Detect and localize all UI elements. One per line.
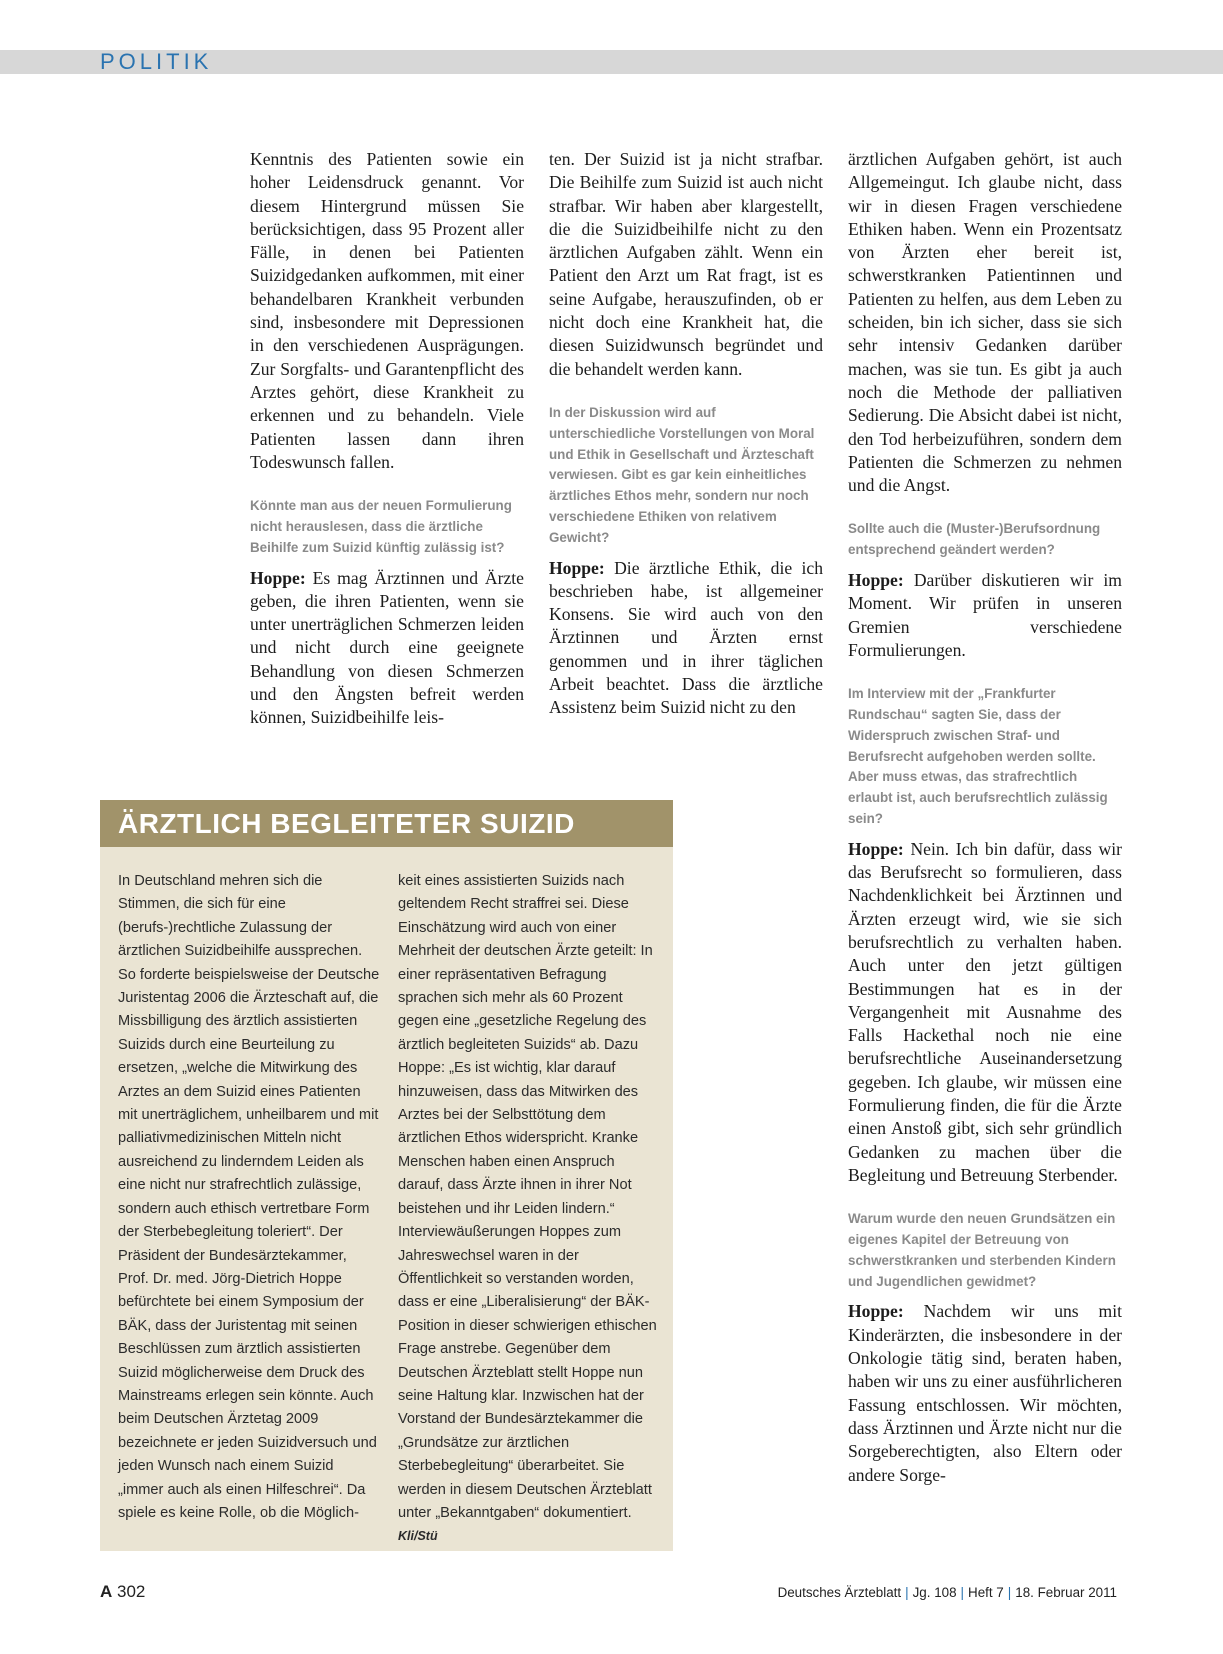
sidebar-paragraph: keit eines assistierten Suizids nach geltendem Recht straffrei sei. Diese Einschätzung wird auch von einer Mehrheit der deutschen Ärzte geteilt: In einer repräsentativen Befragung sprachen sich mehr als 60 Prozent gegen eine „gesetzliche Regelung des ärztlich begleiteten Suizids“ ab. Dazu Hoppe: „Es ist wichtig, klar darauf hinzuweisen, dass das Mitwirken des Arztes bei der Selbsttötung dem ärztlichen Ethos widerspricht. Kranke Menschen haben einen Anspruch darauf, dass Ärzte ihnen in ihrer Not beistehen und ihr Leiden lindern.“ — [398, 873, 653, 1217]
answer-text: Nachdem wir uns mit Kinderärzten, die insbesondere in der Onkologie tätig sind, beraten haben, haben wir uns zu einer ausführlicheren Fassung entschlossen. Wir möchten, dass Ärztinnen und Ärzte nicht nur die Sorgeberechtigten, also Eltern oder andere Sorge- — [848, 1301, 1122, 1485]
answer-paragraph — [549, 557, 823, 720]
article-column-2 — [549, 148, 823, 720]
journal-issue: Heft 7 — [968, 1585, 1004, 1600]
interview-question: Warum wurde den neuen Grundsätzen ein eigenes Kapitel der Betreuung von schwerstkranken und sterbenden Kindern und Jugendlichen gewidmet? — [848, 1211, 1116, 1289]
answer-text: Darüber diskutieren wir im Moment. Wir prüfen in unseren Gremien verschiedene Formulierungen. — [848, 570, 1122, 660]
sidebar-box — [100, 800, 673, 1551]
article-column-3 — [848, 148, 1122, 1487]
sidebar-header — [100, 800, 673, 847]
body-paragraph: ärztlichen Aufgaben gehört, ist auch Allgemeingut. Ich glaube nicht, dass wir in diesen Fragen verschiedene Ethiken haben. Wenn ein Prozentsatz von Ärzten eher bereit ist, schwerstkranken Patientinnen und Patienten zu helfen, aus dem Leben zu scheiden, bin ich sicher, dass sie sich sehr intensiv Gedanken darüber machen, was sie tun. Es gibt ja auch noch die Methode der palliativen Sedierung. Die Absicht dabei ist nicht, den Tod herbeizuführen, sondern dem Patienten die Schmerzen zu nehmen und die Angst. — [848, 149, 1122, 496]
article-column-1 — [250, 148, 524, 730]
answer-paragraph — [250, 567, 524, 730]
author-signature: Kli/Stü — [398, 1529, 438, 1544]
speaker-name: Hoppe: — [848, 570, 904, 591]
body-paragraph: ten. Der Suizid ist ja nicht strafbar. Die Beihilfe zum Suizid ist auch nicht strafbar. Wir haben aber klargestellt, die die Suizidbeihilfe nicht zu den ärztlichen Aufgaben zählt. Wenn ein Patient den Arzt um Rat fragt, ist es seine Aufgabe, herauszufinden, ob er nicht doch eine Krankheit hat, die diesen Suizidwunsch begründet und die behandelt werden kann. — [549, 149, 823, 379]
footer-separator: | — [960, 1585, 965, 1600]
interview-question: Im Interview mit der „Frankfurter Rundschau“ sagten Sie, dass der Widerspruch zwischen Straf- und Berufsrecht aufgehoben werden sollte. Aber muss etwas, das strafrechtlich erlaubt ist, auch berufsrechtlich zulässig sein? — [848, 686, 1108, 827]
journal-date: 18. Februar 2011 — [1015, 1585, 1117, 1600]
page-number — [100, 1582, 145, 1602]
sidebar-title: ÄRZTLICH BEGLEITETER SUIZID — [118, 808, 575, 839]
answer-paragraph — [848, 838, 1122, 1187]
body-paragraph: Kenntnis des Patienten sowie ein hoher Leidensdruck genannt. Vor diesem Hintergrund müssen Sie berücksichtigen, dass 95 Prozent aller Fälle, in denen bei Patienten Suizidgedanken aufkommen, mit einer behandelbaren Krankheit verbunden sind, insbesondere mit Depressionen in den verschiedenen Ausprägungen. Zur Sorgfalts- und Garantenpflicht des Arztes gehört, diese Krankheit zu erkennen und zu behandeln. Viele Patienten lassen dann ihren Todeswunsch fallen. — [250, 149, 524, 472]
section-label: POLITIK — [100, 49, 213, 74]
interview-question: In der Diskussion wird auf unterschiedliche Vorstellungen von Moral und Ethik in Gesellschaft und Ärzteschaft verwiesen. Gibt es gar kein einheitliches ärztliches Ethos mehr, sondern nur noch verschiedene Ethiken von relativem Gewicht? — [549, 404, 815, 545]
speaker-name: Hoppe: — [549, 557, 605, 578]
speaker-name: Hoppe: — [848, 838, 904, 859]
speaker-name: Hoppe: — [250, 567, 306, 588]
answer-paragraph — [848, 569, 1122, 662]
answer-paragraph — [848, 1300, 1122, 1486]
interview-question: Sollte auch die (Muster-)Berufsordnung entsprechend geändert werden? — [848, 521, 1101, 558]
page-letter: A — [100, 1582, 113, 1601]
page-number-value: 302 — [117, 1582, 146, 1601]
sidebar-column-2 — [398, 870, 660, 1549]
answer-text: Die ärztliche Ethik, die ich beschrieben habe, ist allgemeiner Konsens. Sie wird auch von den Ärztinnen und Ärzten ernst genommen und in ihrer täglichen Arbeit beachtet. Dass die ärztliche Assistenz beim Suizid nicht zu den — [549, 557, 823, 718]
speaker-name: Hoppe: — [848, 1301, 904, 1322]
footer-separator: | — [1007, 1585, 1012, 1600]
sidebar-column-1 — [118, 870, 380, 1525]
journal-volume: Jg. 108 — [912, 1585, 957, 1600]
journal-name: Deutsches Ärzteblatt — [777, 1585, 902, 1600]
footer-separator: | — [905, 1585, 909, 1600]
interview-question: Könnte man aus der neuen Formulierung nicht herauslesen, dass die ärztliche Beihilfe zum Suizid künftig zulässig ist? — [250, 498, 512, 555]
journal-info — [778, 1585, 1117, 1600]
sidebar-text: Interviewäußerungen Hoppes zum Jahreswechsel waren in der Öffentlichkeit so verstanden worden, dass er eine „Liberalisierung“ der BÄK-Position in dieser schwierigen ethischen Frage anstrebe. Gegenüber dem Deutschen Ärzteblatt stellt Hoppe nun seine Haltung klar. Inzwischen hat der Vorstand der Bundesärztekammer die „Grundsätze zur ärztlichen Sterbebegleitung“ überarbeitet. Sie werden in diesem Deutschen Ärzteblatt unter „Bekanntgaben“ dokumentiert. — [398, 1224, 657, 1521]
sidebar-paragraph: In Deutschland mehren sich die Stimmen, die sich für eine (berufs-)rechtliche Zulassung der ärztlichen Suizidbeihilfe aussprechen. So forderte beispielsweise der Deutsche Juristentag 2006 die Ärzteschaft auf, die Missbilligung des ärztlich assistierten Suizids durch eine Beurteilung zu ersetzen, „welche die Mitwirkung des Arztes an dem Suizid eines Patienten mit unerträglichem, unheilbarem und mit palliativmedizinischen Mitteln nicht ausreichend zu linderndem Leiden als eine nicht nur strafrechtlich zulässige, sondern auch ethisch vertretbare Form der Sterbebegleitung toleriert“. Der Präsident der Bundesärztekammer, Prof. Dr. med. Jörg-Dietrich Hoppe befürchtete bei einem Symposium der BÄK, dass der Juristentag mit seinen Beschlüssen zum ärztlich assistierten Suizid möglicherweise dem Druck des Mainstreams erlegen sein könnte. Auch beim Deutschen Ärztetag 2009 bezeichnete er jeden Suizidversuch und jeden Wunsch nach einem Suizid „immer auch als einen Hilfeschrei“. Da spiele es keine Rolle, ob die Möglich- — [118, 873, 380, 1521]
sidebar-paragraph — [398, 1221, 660, 1549]
answer-text: Es mag Ärztinnen und Ärzte geben, die ihren Patienten, wenn sie unter unerträglichen Schmerzen leiden und nicht durch eine geeignete Behandlung von diesen Schmerzen und den Ängsten befreit werden können, Suizidbeihilfe leis- — [250, 567, 524, 728]
answer-text: Nein. Ich bin dafür, dass wir das Berufsrecht so formulieren, dass Nachdenklichkeit bei Ärztinnen und Ärzten erzeugt wird, wie sie sich berufsrechtlich zu verhalten haben. Auch unter den jetzt gültigen Bestimmungen hat es in der Vergangenheit mit Ausnahme des Falls Hackethal noch nie eine berufsrechtliche Auseinandersetzung gegeben. Ich glaube, wir müssen eine Formulierung finden, die für die Ärzte einen Anstoß gibt, sich sehr gründlich Gedanken zu machen über die Begleitung und Betreuung Sterbender. — [848, 838, 1122, 1185]
